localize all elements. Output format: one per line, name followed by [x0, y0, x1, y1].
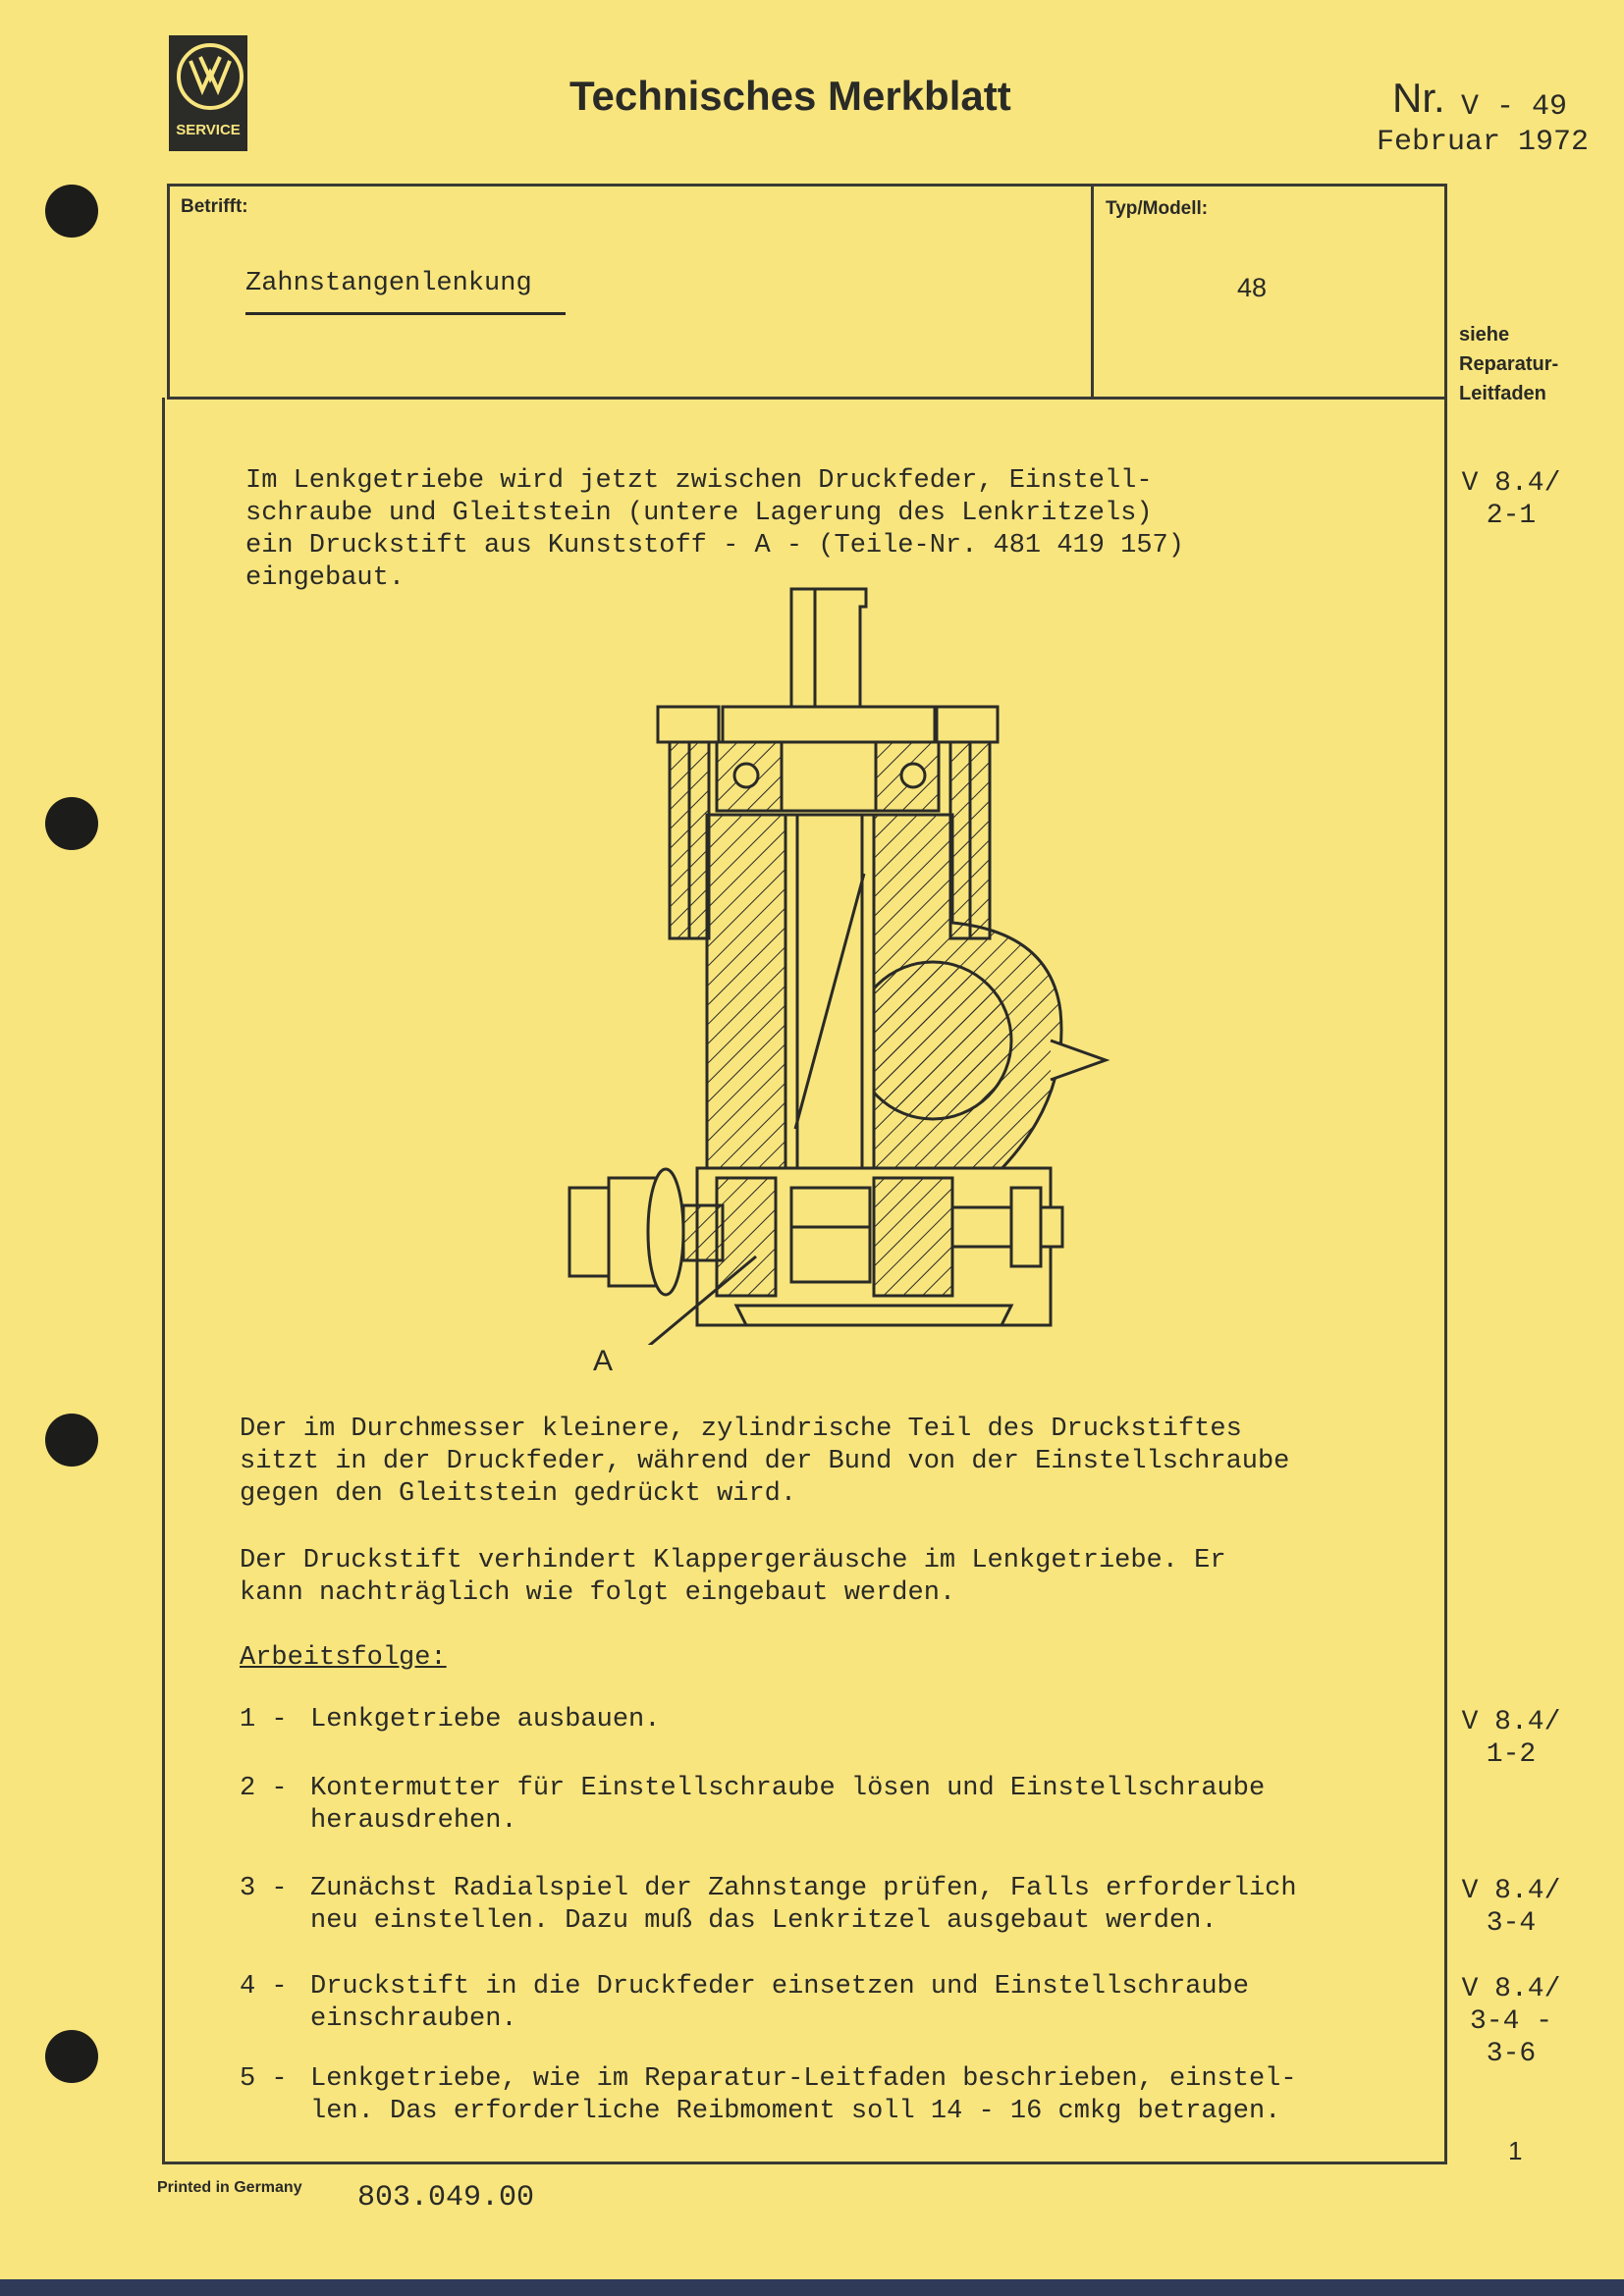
step-text: Lenkgetriebe ausbauen.: [310, 1705, 661, 1735]
document-code: 803.049.00: [357, 2181, 535, 2215]
number-label: Nr.: [1392, 75, 1445, 121]
issue-date: Februar 1972: [1377, 126, 1590, 159]
punch-hole: [45, 797, 98, 850]
step-number: 2 -: [240, 1774, 288, 1803]
vw-service-logo: [169, 35, 247, 151]
manual-reference: V 8.4/ 1-2: [1461, 1707, 1561, 1770]
work-sequence-heading: Arbeitsfolge:: [240, 1643, 447, 1673]
subject-underline: [245, 312, 566, 315]
typ-label: Typ/Modell:: [1106, 198, 1209, 219]
step-number: 5 -: [240, 2064, 288, 2094]
siehe-reference-label: siehe Reparatur- Leitfaden: [1459, 324, 1559, 404]
step-text: Zunächst Radialspiel der Zahnstange prüfen, Falls erforderlich neu einstellen. Dazu muß das Lenkritzel ausgebaut werden.: [310, 1874, 1297, 1936]
betrifft-label: Betrifft:: [181, 196, 248, 217]
step-text: Druckstift in die Druckfeder einsetzen und Einstellschraube einschrauben.: [310, 1972, 1249, 2034]
punch-hole: [45, 185, 98, 238]
step-number: 1 -: [240, 1705, 288, 1735]
callout-a-label: A: [593, 1345, 614, 1377]
vw-emblem-icon: [177, 43, 244, 110]
step-number: 3 -: [240, 1874, 288, 1903]
page-number: 1: [1508, 2136, 1523, 2165]
typ-value: 48: [1237, 273, 1268, 302]
step-number: 4 -: [240, 1972, 288, 2002]
manual-reference: V 8.4/ 2-1: [1461, 468, 1561, 531]
step-text: Lenkgetriebe, wie im Reparatur-Leitfaden beschrieben, einstel- len. Das erforderliche Reibmoment soll 14 - 16 cmkg betragen.: [310, 2064, 1297, 2126]
note-paragraph: Der Druckstift verhindert Klappergeräusche im Lenkgetriebe. Er kann nachträglich wie folgt eingebaut werden.: [240, 1546, 1226, 1608]
scan-edge-strip: [0, 2279, 1624, 2296]
subject-box-divider: [1091, 184, 1094, 400]
logo-service-text: SERVICE: [176, 122, 241, 138]
punch-hole: [45, 2030, 98, 2083]
intro-paragraph: Im Lenkgetriebe wird jetzt zwischen Druckfeder, Einstell- schraube und Gleitstein (untere Lagerung des Lenkritzels) ein Druckstift aus Kunststoff - A - (Teile-Nr. 481 419 157) eingebaut.: [245, 466, 1184, 593]
steering-gear-cross-section-figure: [550, 579, 1119, 1345]
step-text: Kontermutter für Einstellschraube lösen und Einstellschraube herausdrehen.: [310, 1774, 1266, 1836]
description-paragraph: Der im Durchmesser kleinere, zylindrische Teil des Druckstiftes sitzt in der Druckfeder, während der Bund von der Einstellschraube gegen den Gleitstein gedrückt wird.: [240, 1415, 1290, 1509]
number-value: V - 49: [1461, 90, 1568, 124]
subject-text: Zahnstangenlenkung: [245, 269, 532, 298]
page-title: Technisches Merkblatt: [569, 73, 1011, 119]
manual-reference: V 8.4/ 3-4 - 3-6: [1461, 1974, 1561, 2069]
manual-reference: V 8.4/ 3-4: [1461, 1876, 1561, 1939]
printed-in-label: Printed in Germany: [157, 2179, 302, 2196]
punch-hole: [45, 1414, 98, 1467]
